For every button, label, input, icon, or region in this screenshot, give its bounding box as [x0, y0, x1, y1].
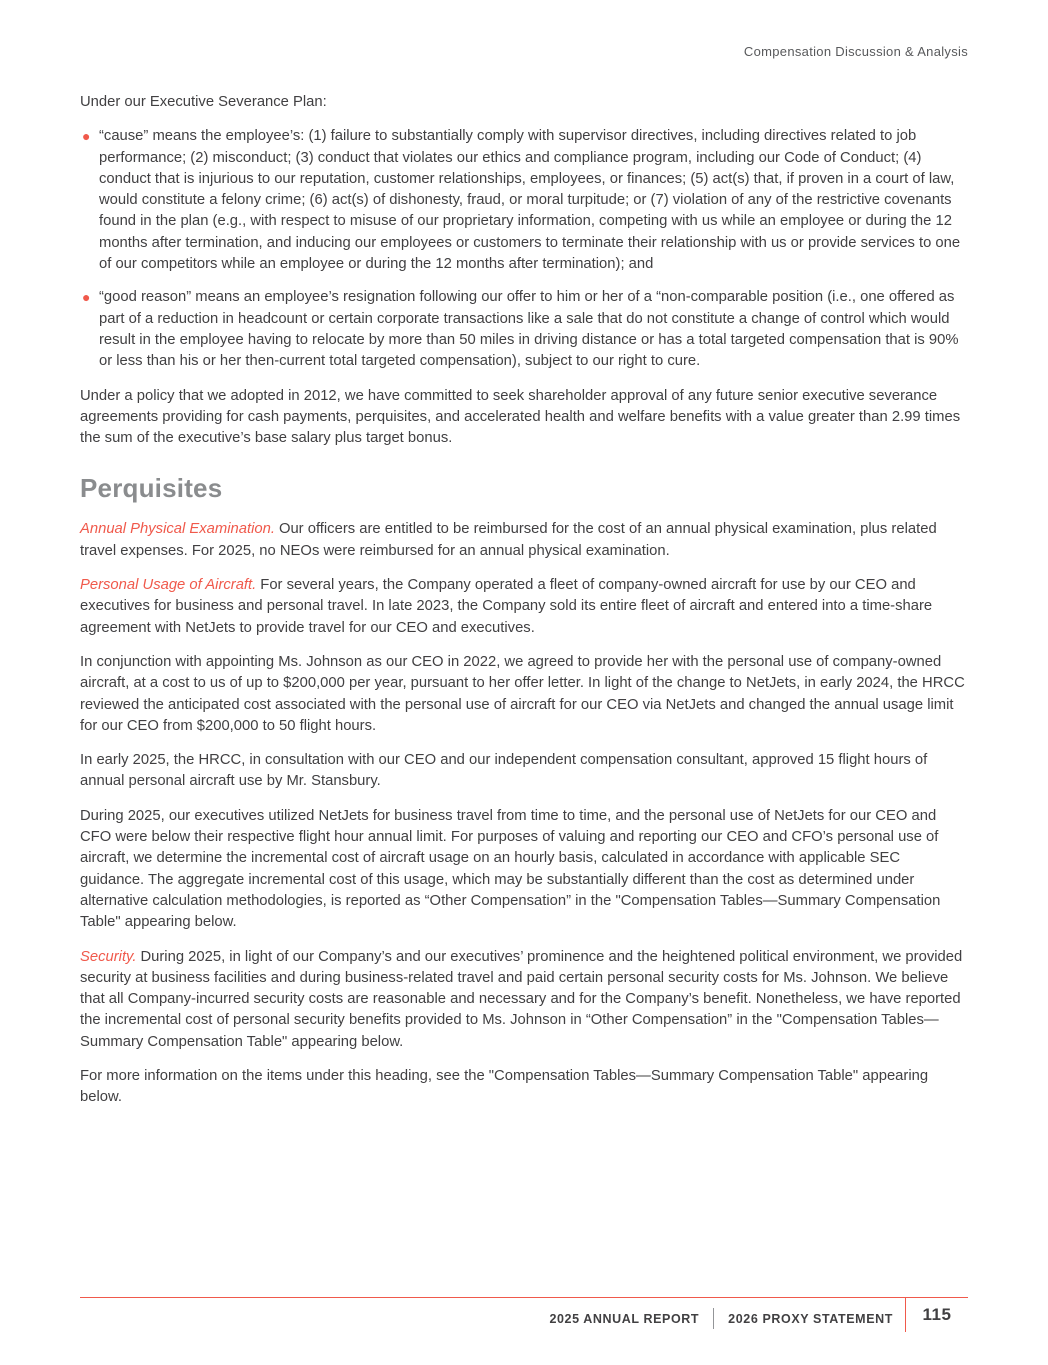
- paragraph-lead-in: Personal Usage of Aircraft.: [80, 577, 257, 594]
- footer-horizontal-rule: [80, 1297, 968, 1298]
- list-item-text: “cause” means the employee’s: (1) failure to substantially comply with supervisor directives, including directives related to job performance; (2) misconduct; (3) conduct that violates our ethics and compliance program, including our Code of Conduct; (4) conduct that is injurious to our reputation, customer relationships, employees, or finances; (5) act(s) that, if proven in a court of law, would constitute a felony crime; (6) act(s) of dishonesty, fraud, or moral turpitude; or (7) violation of any of the restrictive covenants found in the plan (e.g., with respect to misuse of our proprietary information, competing with us while an employee or during the 12 months after termination, and inducing our employees or customers to terminate their relationship with us or provide services to one of our competitors while an employee or during the 12 months after termination); and: [99, 128, 961, 273]
- paragraph-stansbury-flight-hours: [80, 750, 968, 793]
- paragraph-annual-physical: [80, 519, 968, 562]
- list-item-text: “good reason” means an employee’s resignation following our offer to him or her of a “non-comparable position (i.e., one offered as part of a reduction in headcount or certain corporate transactions like a sale that do not constitute a change of control which would result in the employee having to relocate by more than 50 miles in driving distance or has a total targeted compensation that is 90% or less than his or her then-current total targeted compensation), subject to our right to cure.: [99, 289, 959, 370]
- perquisites-heading: Perquisites: [80, 473, 223, 504]
- paragraph-lead-in: Security.: [80, 948, 137, 965]
- page-content: [80, 44, 968, 1122]
- list-item-good-reason: [80, 287, 968, 372]
- paragraph-more-information: [80, 1066, 968, 1109]
- paragraph-text: In conjunction with appointing Ms. Johnson as our CEO in 2022, we agreed to provide her with the personal use of company-owned aircraft, at a cost to us of up to $200,000 per year, pursuant to her offer letter. In light of the change to NetJets, in early 2024, the HRCC reviewed the anticipated cost associated with the personal use of aircraft for our CEO via NetJets and changed the annual usage limit for our CEO from $200,000 to 50 flight hours.: [80, 653, 965, 734]
- running-header: Compensation Discussion & Analysis: [743, 44, 968, 59]
- intro-paragraph: Under our Executive Severance Plan:: [80, 94, 327, 110]
- paragraph-text: During 2025, our executives utilized NetJets for business travel from time to time, and the personal use of NetJets for our CEO and CFO were below their respective flight hour annual limit. For purposes of valuing and reporting our CEO and CFO’s personal use of aircraft, we determine the incremental cost of aircraft usage on an hourly basis, calculated in accordance with applicable SEC guidance. The aggregate incremental cost of this usage, which may be substantially different than the cost as determined under alternative calculation methodologies, is reported as “Other Compensation” in the "Compensation Tables—Summary Compensation Table" appearing below.: [80, 807, 941, 931]
- paragraph-text: During 2025, in light of our Company’s and our executives’ prominence and the heightened political environment, we provided security at business facilities and during business-related travel and paid certain personal security costs for Ms. Johnson. We believe that all Company-incurred security costs are reasonable and necessary and for the Company’s benefit. Nonetheless, we have reported the incremental cost of personal security benefits provided to Ms. Johnson in “Other Compensation” in the "Compensation Tables—Summary Compensation Table" appearing below.: [80, 948, 963, 1050]
- paragraph-security: [80, 947, 968, 1053]
- paragraph-lead-in: Annual Physical Examination.: [80, 521, 275, 538]
- paragraph-ceo-aircraft-limit: [80, 652, 968, 737]
- footer: [80, 1308, 893, 1329]
- list-item-cause: [80, 126, 968, 275]
- paragraph-netjets-incremental-cost: [80, 806, 968, 934]
- paragraph-text: In early 2025, the HRCC, in consultation with our CEO and our independent compensation consultant, approved 15 flight hours of annual personal aircraft use by Mr. Stansbury.: [80, 752, 928, 790]
- bullet-icon: ●: [82, 289, 91, 306]
- annual-report-label: 2025 ANNUAL REPORT: [549, 1311, 700, 1326]
- paragraph-aircraft-usage: [80, 575, 968, 639]
- bullet-icon: ●: [82, 128, 91, 145]
- paragraph-text: Our officers are entitled to be reimbursed for the cost of an annual physical examination, plus related travel expenses. For 2025, no NEOs were reimbursed for an annual physical examination.: [80, 521, 937, 559]
- severance-definitions-list: [80, 126, 968, 372]
- proxy-statement-label: 2026 PROXY STATEMENT: [728, 1311, 893, 1326]
- footer-separator: [713, 1308, 714, 1329]
- page-number: 115: [922, 1305, 952, 1324]
- paragraph-text: For more information on the items under this heading, see the "Compensation Tables—Summary Compensation Table" appearing below.: [80, 1067, 929, 1106]
- paragraph-text: For several years, the Company operated a fleet of company-owned aircraft for use by our CEO and executives for business and personal travel. In late 2023, the Company sold its entire fleet of aircraft and entered into a time-share agreement with NetJets to provide travel for our CEO and executives.: [80, 577, 933, 636]
- policy-paragraph: Under a policy that we adopted in 2012, we have committed to seek shareholder approval of any future senior executive severance agreements providing for cash payments, perquisites, and accelerated health and welfare benefits with a value greater than 2.99 times the sum of the executive’s base salary plus target bonus.: [80, 387, 961, 447]
